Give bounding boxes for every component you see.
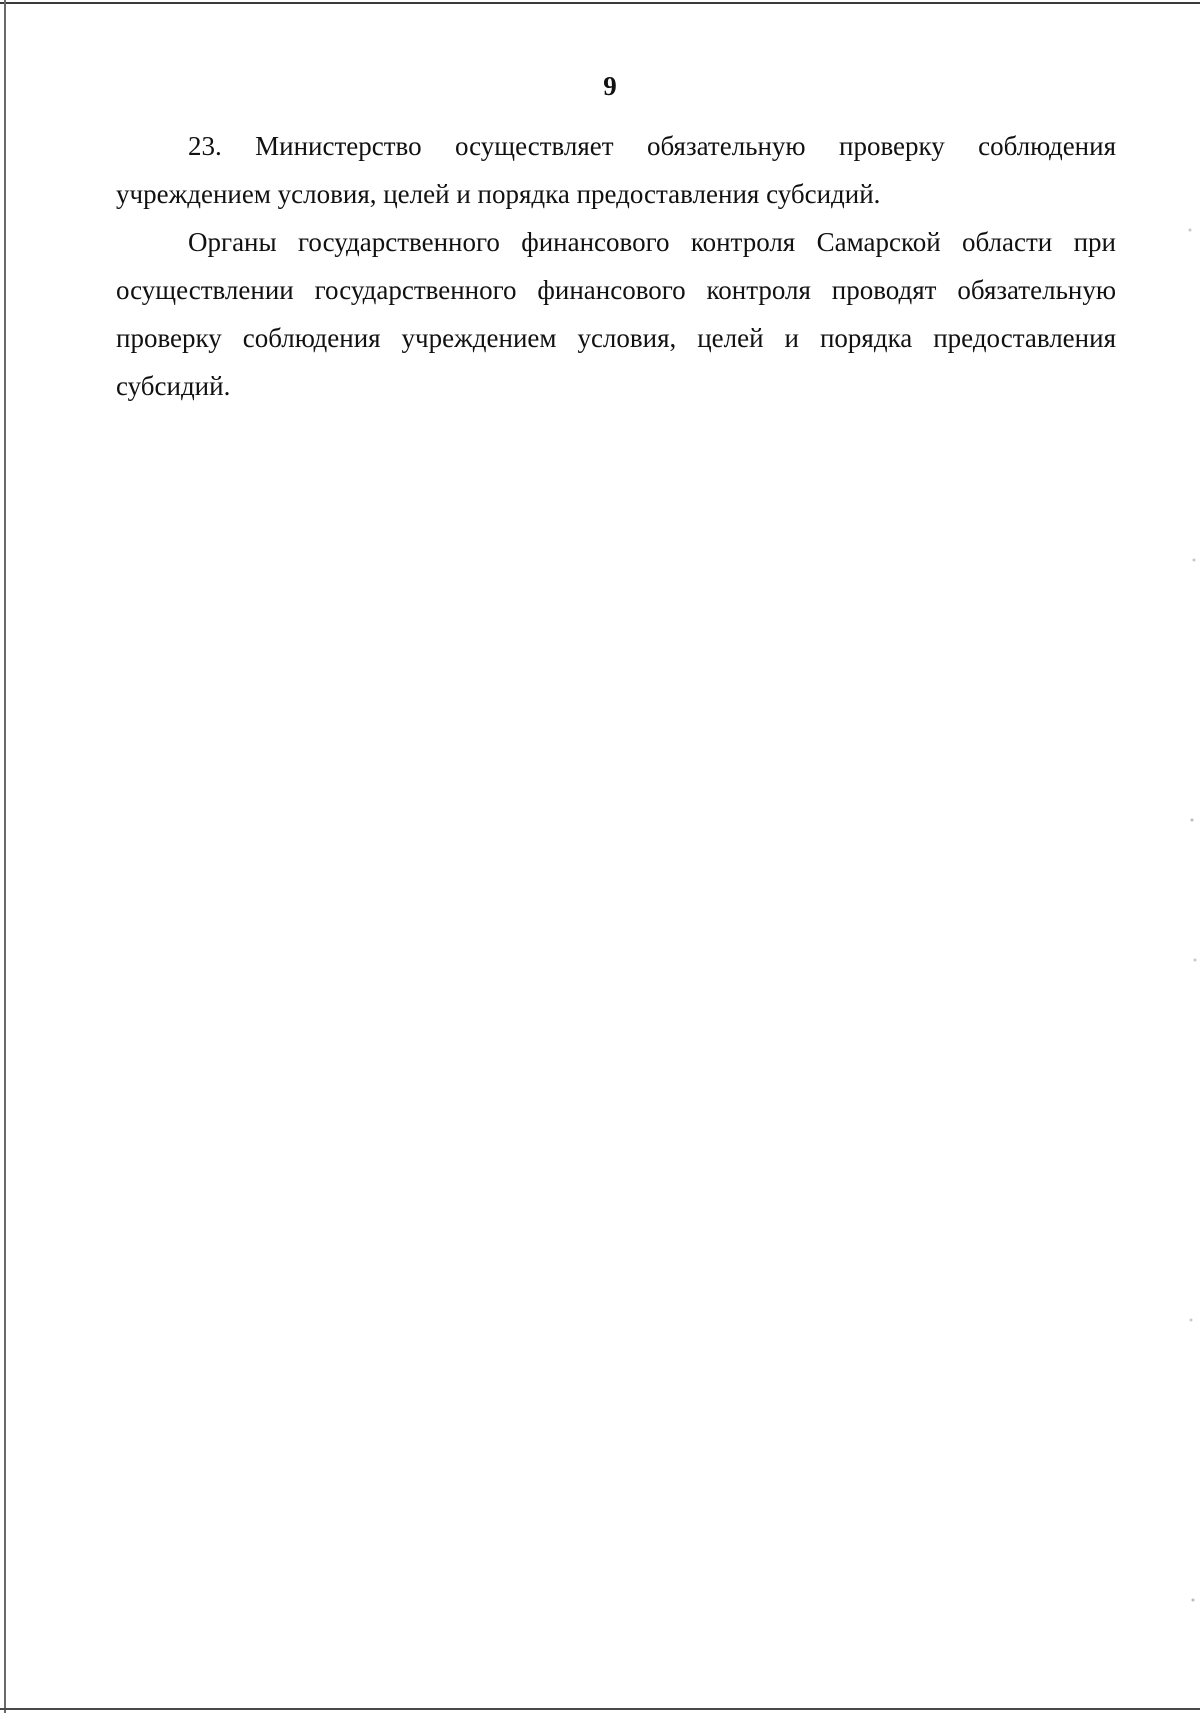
scan-edge-top: [0, 2, 1200, 4]
page-number: 9: [603, 71, 617, 101]
paragraph-23: 23. Министерство осуществляет обязательную проверку соблюдения учреждением условия, целей и порядка предоставления субсидий.: [116, 131, 1116, 209]
scan-noise-right: [1186, 0, 1200, 1713]
paragraph-control-bodies: Органы государственного финансового контроля Самарской области при осуществлении государственного финансового контроля проводят обязательную проверку соблюдения учреждением условия, целей и порядка предоставления субсидий.: [116, 227, 1116, 401]
scan-edge-bottom: [0, 1708, 1200, 1710]
document-body: [116, 122, 1116, 410]
scan-edge-left: [4, 0, 6, 1713]
